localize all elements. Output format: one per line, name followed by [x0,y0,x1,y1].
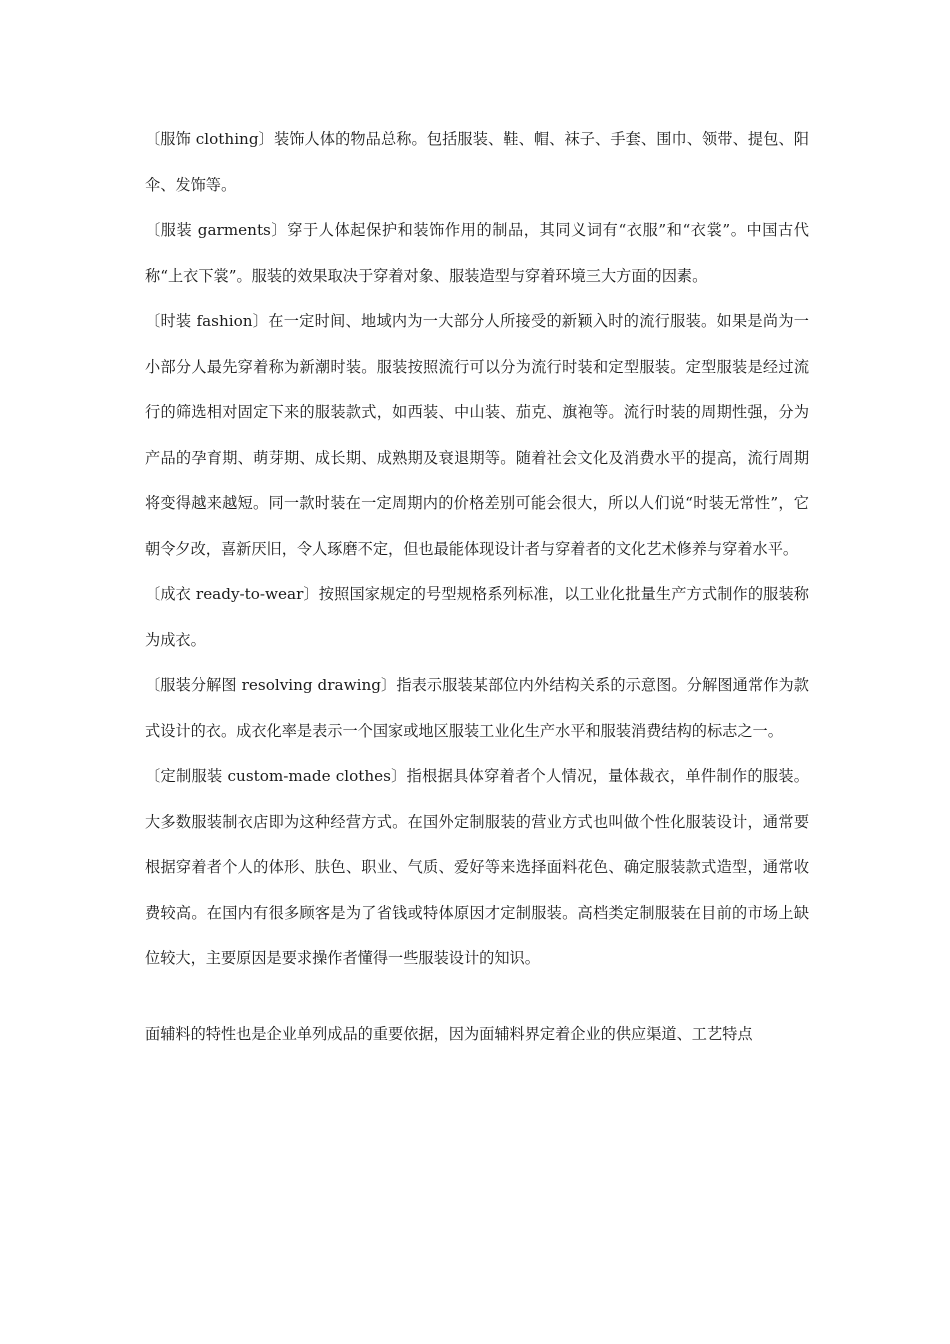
paragraph-gap [145,982,809,1012]
paragraph-garments: 〔服装 garments〕穿于人体起保护和装饰作用的制品，其同义词有“衣服”和“衣裳”。中国古代称“上衣下裳”。服装的效果取决于穿着对象、服装造型与穿着环境三大方面的因素。 [145,221,809,285]
paragraph-custom-made: 〔定制服装 custom-made clothes〕指根据具体穿着者个人情况，量体裁衣，单件制作的服装。大多数服装制衣店即为这种经营方式。在国外定制服装的营业方式也叫做个性化服装设计，通常要根据穿着者个人的体形、肤色、职业、气质、爱好等来选择面料花色、确定服装款式造型，通常收费较高。在国内有很多顾客是为了省钱或特体原因才定制服装。高档类定制服装在目前的市场上缺位较大，主要原因是要求操作者懂得一些服装设计的知识。 [145,767,809,967]
paragraph-fabric-properties: 面辅料的特性也是企业单列成品的重要依据，因为面辅料界定着企业的供应渠道、工艺特点 [145,1024,753,1043]
document-body [145,117,809,1057]
paragraph-ready-to-wear: 〔成衣 ready-to-wear〕按照国家规定的号型规格系列标准，以工业化批量生产方式制作的服装称为成衣。 [145,585,809,649]
paragraph-fashion: 〔时装 fashion〕在一定时间、地域内为一大部分人所接受的新颖入时的流行服装。如果是尚为一小部分人最先穿着称为新潮时装。服装按照流行可以分为流行时装和定型服装。定型服装是经过流行的筛选相对固定下来的服装款式，如西装、中山装、茄克、旗袍等。流行时装的周期性强，分为产品的孕育期、萌芽期、成长期、成熟期及衰退期等。随着社会文化及消费水平的提高，流行周期将变得越来越短。同一款时装在一定周期内的价格差别可能会很大，所以人们说“时装无常性”，它朝令夕改，喜新厌旧，令人琢磨不定，但也最能体现设计者与穿着者的文化艺术修养与穿着水平。 [145,312,809,558]
paragraph-clothing: 〔服饰 clothing〕装饰人体的物品总称。包括服装、鞋、帽、袜子、手套、围巾、领带、提包、阳伞、发饰等。 [145,130,809,194]
paragraph-resolving-drawing: 〔服装分解图 resolving drawing〕指表示服装某部位内外结构关系的示意图。分解图通常作为款式设计的衣。成衣化率是表示一个国家或地区服装工业化生产水平和服装消费结构的标志之一。 [145,676,809,740]
